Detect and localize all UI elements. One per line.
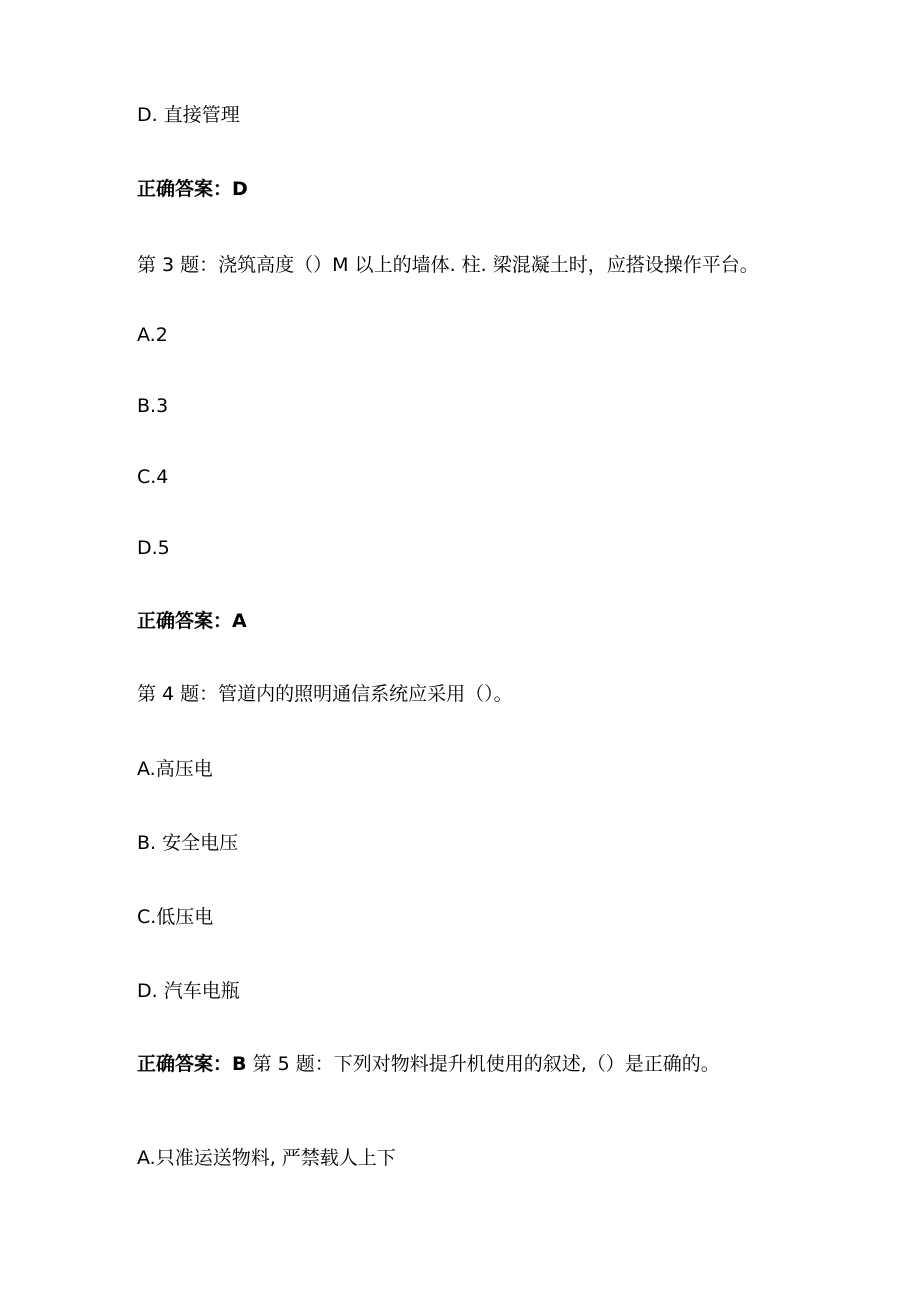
q3-option-d: D.5 <box>137 537 170 559</box>
q2-answer: 正确答案：D <box>137 178 248 200</box>
q3-option-c: C.4 <box>137 466 169 488</box>
q3-question: 第 3 题：浇筑高度（）M 以上的墙体. 柱. 梁混凝土时，应搭设操作平台。 <box>137 254 759 276</box>
q4-question: 第 4 题：管道内的照明通信系统应采用（）。 <box>137 683 513 705</box>
q4-option-c: C.低压电 <box>137 906 214 928</box>
q2-option-d: D. 直接管理 <box>137 104 240 126</box>
q4-option-b: B. 安全电压 <box>137 832 239 854</box>
q4-option-d: D. 汽车电瓶 <box>137 980 240 1002</box>
q3-option-b: B.3 <box>137 395 169 417</box>
q5-option-a: A.只准运送物料, 严禁载人上下 <box>137 1147 396 1169</box>
q3-option-a: A.2 <box>137 324 168 346</box>
q4-answer: 正确答案：B <box>137 1053 247 1075</box>
q4-answer-and-q5-question <box>137 1052 720 1076</box>
q3-answer: 正确答案：A <box>137 610 247 632</box>
q4-option-a: A.高压电 <box>137 758 213 780</box>
q5-question: 第 5 题：下列对物料提升机使用的叙述,（）是正确的。 <box>252 1053 720 1075</box>
